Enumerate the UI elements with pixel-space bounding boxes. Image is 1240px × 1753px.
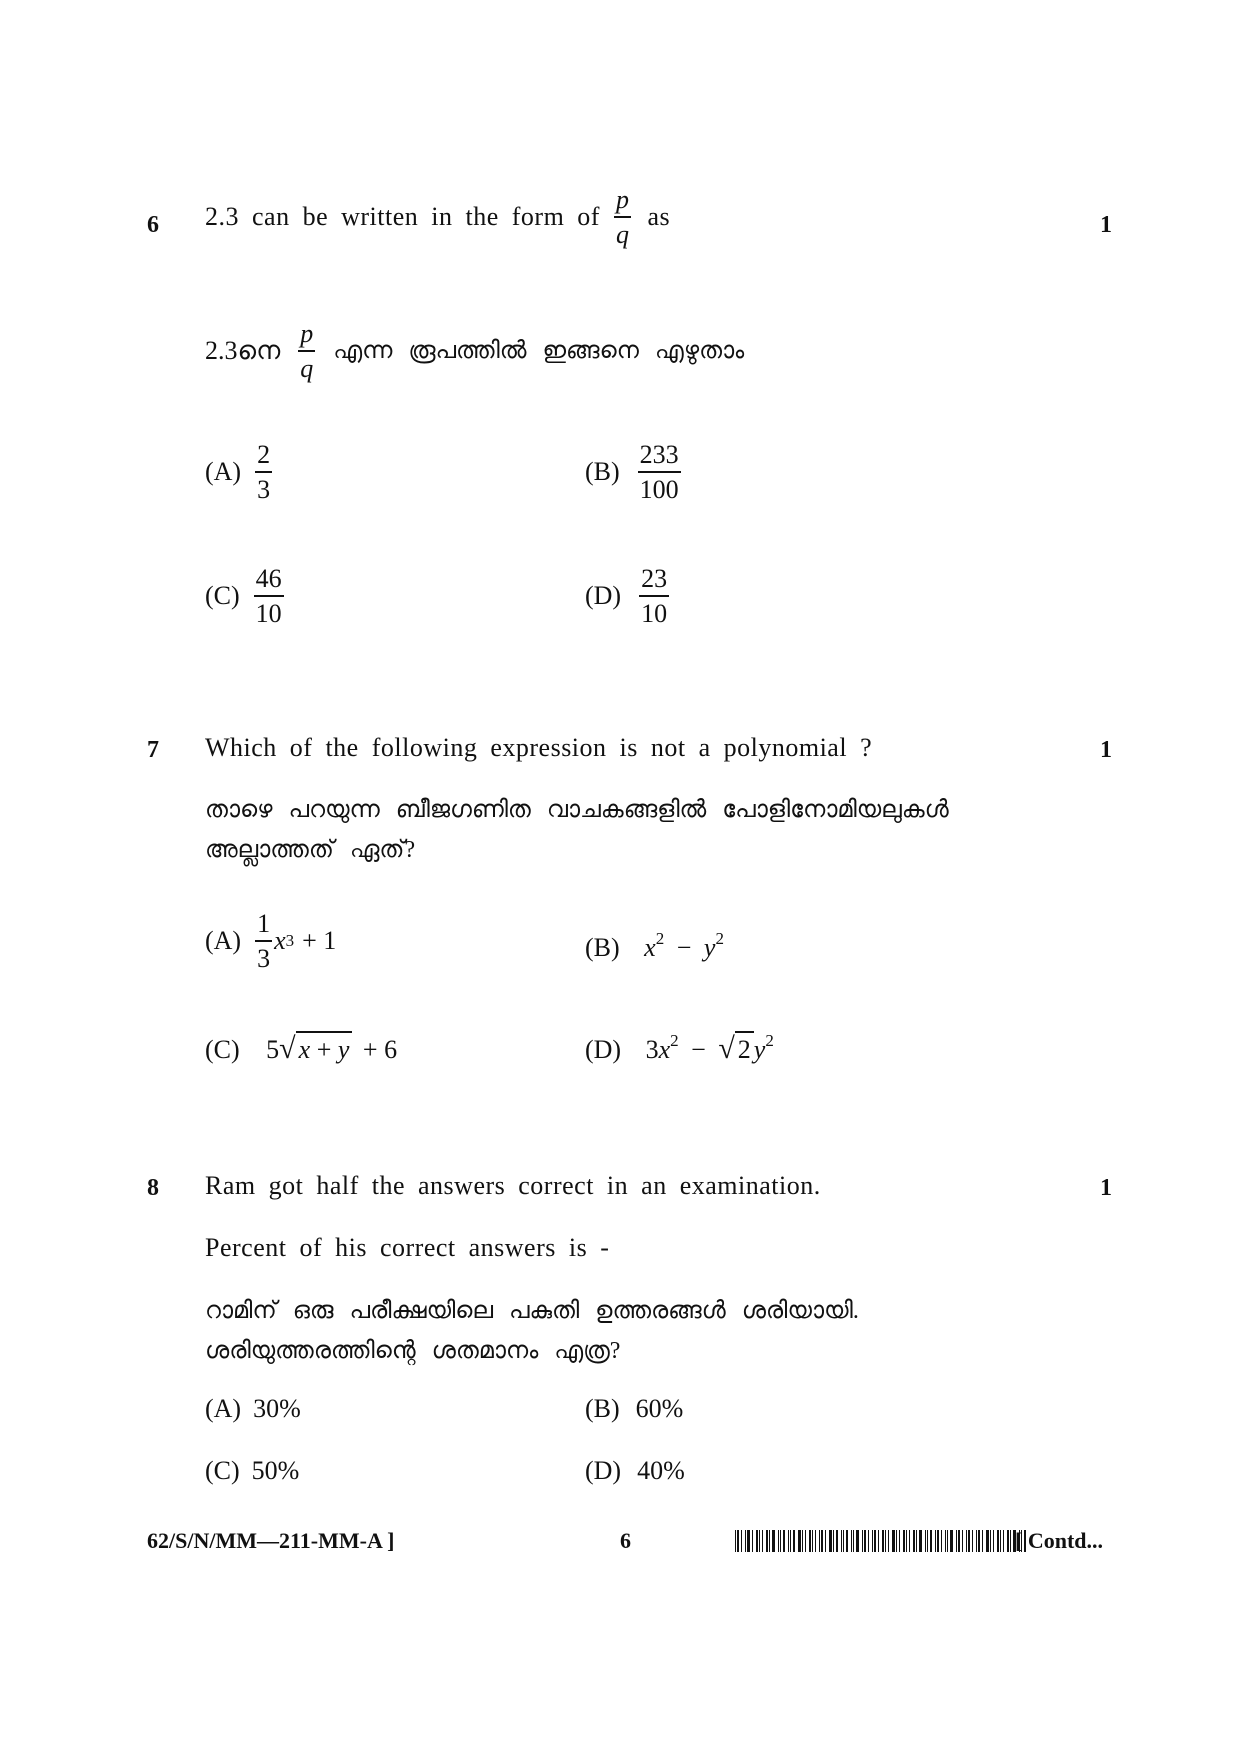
option-fraction: $\frac{23}{10}$ bbox=[641, 564, 668, 629]
barcode-bar bbox=[747, 1530, 750, 1552]
barcode-bar bbox=[935, 1530, 936, 1552]
option-label: (C) bbox=[205, 1035, 240, 1064]
barcode-bar bbox=[1000, 1530, 1001, 1552]
barcode-bar bbox=[825, 1530, 826, 1552]
option-value: 60% bbox=[635, 1394, 684, 1423]
option-label: (C) bbox=[205, 581, 240, 611]
question-7-option-b[interactable]: (B) $x^2 - y^2$ bbox=[585, 929, 724, 962]
barcode-bar bbox=[885, 1530, 886, 1552]
option-label: (A) bbox=[205, 1394, 242, 1423]
barcode-bar bbox=[778, 1530, 779, 1552]
barcode-bar bbox=[737, 1530, 739, 1552]
question-8-option-b[interactable] bbox=[585, 1394, 683, 1424]
question-6-number: 6 bbox=[147, 212, 159, 238]
barcode-bar bbox=[913, 1530, 915, 1552]
barcode-bar bbox=[927, 1530, 928, 1552]
question-7-option-d[interactable]: (D) $3x^2$ − √ 2 $y^2$ bbox=[585, 1031, 774, 1065]
barcode-bar bbox=[745, 1530, 746, 1552]
barcode-bar bbox=[780, 1530, 781, 1552]
footer-paper-code: 62/S/N/MM—211-MM-A ] bbox=[147, 1528, 395, 1553]
sqrt-symbol: √ 2 bbox=[718, 1031, 753, 1066]
barcode-bar bbox=[741, 1530, 742, 1552]
barcode-bar bbox=[802, 1530, 803, 1552]
barcode-bar bbox=[882, 1530, 884, 1552]
option-label: (D) bbox=[585, 1035, 622, 1064]
barcode-bar bbox=[759, 1530, 760, 1552]
option-value: 40% bbox=[637, 1456, 685, 1485]
barcode-bar bbox=[903, 1530, 905, 1552]
sqrt-symbol: √ x + y bbox=[279, 1031, 352, 1066]
barcode-bar bbox=[968, 1530, 970, 1552]
question-8-option-d[interactable] bbox=[585, 1456, 685, 1486]
barcode-bar bbox=[972, 1530, 973, 1552]
barcode-bar bbox=[798, 1530, 801, 1552]
barcode-bar bbox=[993, 1530, 994, 1552]
barcode-bar bbox=[841, 1530, 842, 1552]
option-label: (D) bbox=[585, 1456, 622, 1485]
question-6-malayalam-prefix: 2.3നെ bbox=[205, 335, 281, 365]
barcode-bar bbox=[752, 1530, 753, 1552]
question-8-number: 8 bbox=[147, 1175, 159, 1201]
barcode-bar bbox=[772, 1530, 775, 1552]
footer-page-number: 6 bbox=[620, 1528, 631, 1553]
barcode-bar bbox=[945, 1530, 946, 1552]
barcode-bar bbox=[805, 1530, 806, 1552]
barcode-bar bbox=[821, 1530, 823, 1552]
question-8-malayalam-line2: ശരിയുത്തരത്തിന്റെ ശതമാനം എത്ര? bbox=[205, 1338, 621, 1364]
option-value: 50% bbox=[251, 1456, 300, 1485]
barcode-bar bbox=[812, 1530, 813, 1552]
option-label: (A) bbox=[205, 457, 242, 487]
question-6-option-b[interactable] bbox=[585, 441, 681, 504]
barcode-bar bbox=[766, 1530, 768, 1552]
barcode-bar bbox=[836, 1530, 838, 1552]
barcode-bar bbox=[1003, 1530, 1004, 1552]
question-7-text: Which of the following expression is not a polynomial ? bbox=[205, 733, 873, 762]
barcode-bar bbox=[937, 1530, 939, 1552]
barcode-bar bbox=[829, 1530, 832, 1552]
barcode-bar bbox=[1007, 1530, 1009, 1552]
barcode-bar bbox=[892, 1530, 895, 1552]
question-6-marks: 1 bbox=[1100, 212, 1112, 238]
question-6-malayalam-fraction: $\frac{p}{q}$ bbox=[300, 319, 314, 384]
barcode-bar bbox=[833, 1530, 834, 1552]
barcode-bar bbox=[864, 1530, 866, 1552]
barcode-bar bbox=[941, 1530, 942, 1552]
option-label: (C) bbox=[205, 1456, 240, 1485]
barcode-bar bbox=[872, 1530, 873, 1552]
barcode-bar bbox=[930, 1530, 932, 1552]
barcode-bar bbox=[846, 1530, 848, 1552]
option-variable: x bbox=[274, 926, 286, 956]
barcode-bar bbox=[947, 1530, 948, 1552]
barcode-bar bbox=[986, 1530, 989, 1552]
question-8-text-line2: Percent of his correct answers is - bbox=[205, 1233, 610, 1262]
question-6-malayalam-suffix: എന്ന രൂപത്തിൽ ഇങ്ങനെ എഴുതാം bbox=[333, 337, 745, 364]
option-label: (B) bbox=[585, 933, 620, 962]
question-8-option-c[interactable] bbox=[205, 1456, 299, 1486]
barcode-bar bbox=[899, 1530, 900, 1552]
barcode-bar bbox=[976, 1530, 977, 1552]
question-8-marks: 1 bbox=[1100, 1175, 1112, 1201]
barcode-bar bbox=[878, 1530, 879, 1552]
barcode-bar bbox=[851, 1530, 852, 1552]
barcode-bar bbox=[962, 1530, 963, 1552]
barcode-bar bbox=[862, 1530, 863, 1552]
option-fraction: $\frac{1}{3}$ bbox=[257, 909, 271, 974]
question-6-malayalam bbox=[205, 320, 744, 383]
option-label: (B) bbox=[585, 1394, 620, 1423]
question-7-marks: 1 bbox=[1100, 737, 1112, 763]
barcode-bar bbox=[762, 1530, 763, 1552]
barcode-bar bbox=[916, 1530, 917, 1552]
barcode-bar bbox=[856, 1530, 859, 1552]
barcode-bar bbox=[868, 1530, 869, 1552]
question-8-text-line1: Ram got half the answers correct in an examination. bbox=[205, 1171, 821, 1200]
option-fraction: $\frac{46}{10}$ bbox=[255, 564, 282, 629]
barcode-bar bbox=[888, 1530, 889, 1552]
option-label: (A) bbox=[205, 926, 242, 956]
question-6-text-suffix: as bbox=[647, 202, 671, 232]
barcode-bar bbox=[906, 1530, 907, 1552]
option-label: (D) bbox=[585, 581, 622, 611]
barcode-bar bbox=[909, 1530, 910, 1552]
question-6-fraction: $\frac{p}{q}$ bbox=[615, 185, 630, 250]
question-8-option-a[interactable] bbox=[205, 1394, 301, 1424]
barcode-bar bbox=[919, 1530, 922, 1552]
question-7-malayalam-line2: അല്ലാത്തത് ഏത്? bbox=[205, 837, 416, 863]
question-6-option-d[interactable] bbox=[585, 565, 669, 628]
barcode-bar bbox=[843, 1530, 844, 1552]
question-6-text bbox=[205, 186, 670, 249]
question-6-option-c[interactable] bbox=[205, 565, 284, 628]
barcode-bar bbox=[997, 1530, 999, 1552]
barcode-bar bbox=[809, 1530, 811, 1552]
barcode-bar bbox=[790, 1530, 791, 1552]
option-fraction: $\frac{233}{100}$ bbox=[639, 440, 679, 505]
barcode-bar bbox=[769, 1530, 770, 1552]
barcode-bar bbox=[788, 1530, 789, 1552]
footer-barcode bbox=[735, 1530, 1029, 1552]
barcode-bar bbox=[896, 1530, 897, 1552]
barcode-bar bbox=[950, 1530, 953, 1552]
question-7-number: 7 bbox=[147, 737, 159, 763]
barcode-bar bbox=[793, 1530, 795, 1552]
question-6-option-a[interactable] bbox=[205, 441, 272, 504]
question-8-malayalam-line1: റാമിന് ഒരു പരീക്ഷയിലെ പകുതി ഉത്തരങ്ങൾ ശരിയായി. bbox=[205, 1298, 859, 1324]
option-rest: + 1 bbox=[302, 926, 337, 956]
barcode-bar bbox=[874, 1530, 876, 1552]
barcode-bar bbox=[815, 1530, 816, 1552]
barcode-bar bbox=[783, 1530, 785, 1552]
option-fraction: $\frac{2}{3}$ bbox=[257, 440, 271, 505]
barcode-bar bbox=[1010, 1530, 1011, 1552]
barcode-bar bbox=[982, 1530, 983, 1552]
barcode-bar bbox=[735, 1530, 736, 1552]
barcode-bar bbox=[925, 1530, 926, 1552]
question-7-option-c[interactable]: (C) 5√ x + y + 6 bbox=[205, 1032, 398, 1065]
footer-contd: [ Contd... bbox=[1015, 1528, 1104, 1553]
question-7-option-a[interactable]: (A) $\frac{1}{3}$ x 3 + 1 bbox=[205, 909, 337, 974]
question-6-text-prefix: 2.3 can be written in the form of bbox=[205, 202, 600, 232]
barcode-bar bbox=[853, 1530, 854, 1552]
barcode-bar bbox=[756, 1530, 758, 1552]
barcode-bar bbox=[978, 1530, 980, 1552]
barcode-bar bbox=[956, 1530, 957, 1552]
barcode-bar bbox=[966, 1530, 967, 1552]
option-label: (B) bbox=[585, 457, 620, 487]
barcode-bar bbox=[819, 1530, 820, 1552]
option-value: 30% bbox=[253, 1394, 301, 1423]
barcode-bar bbox=[958, 1530, 960, 1552]
barcode-bar bbox=[990, 1530, 991, 1552]
question-7-malayalam-line1: താഴെ പറയുന്ന ബീജഗണിത വാചകങ്ങളിൽ പോളിനോമിയലുകൾ bbox=[205, 797, 949, 823]
